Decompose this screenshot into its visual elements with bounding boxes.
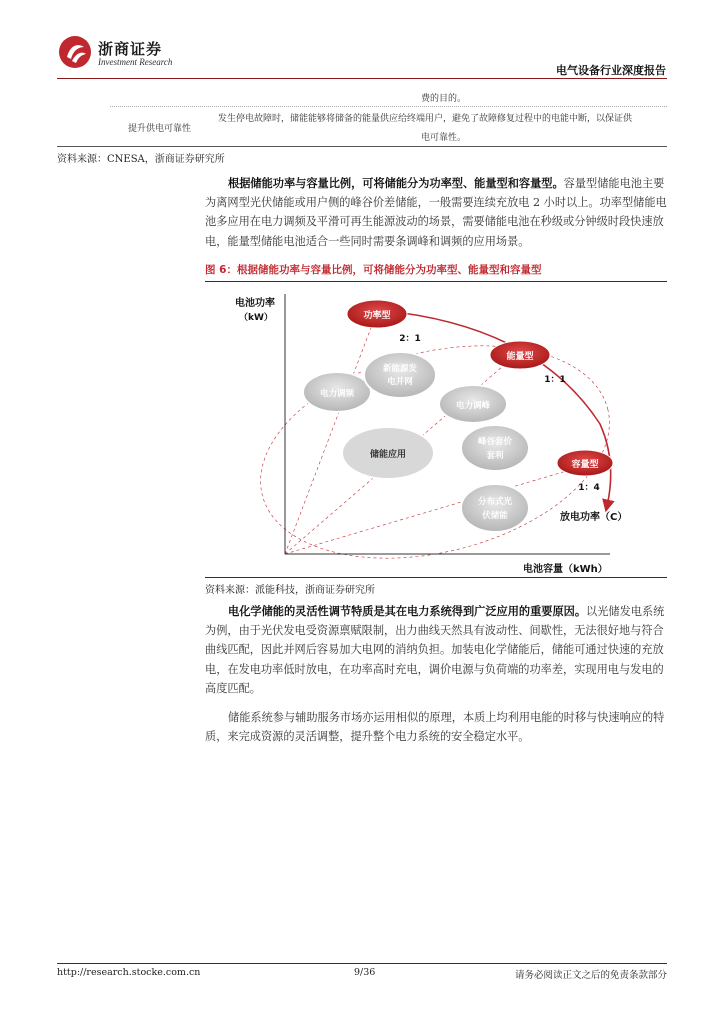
paragraph-3-text: 储能系统参与辅助服务市场亦运用相似的原理，本质上均利用电能的时移与快速响应的特质，来完成资源的灵活调整，提升整个电力系统的安全稳定水平。 <box>205 711 665 744</box>
paragraph-1-text: 容量型储能电池主要为离网型光伏储能或用户侧的峰谷价差储能，一般需要连续充放电 2 小时以上。功率型储能电池多应用在电力调频及平滑可再生能源波动的场景，需要储能电池在秒级或分钟级时段快速放电，能量型储能电池适合一些同时需要条调峰和调频的应用场景。 <box>205 177 667 248</box>
ratio-guide-lines <box>285 312 597 554</box>
table-row-divider <box>110 106 667 107</box>
app-label-renewable-1: 新能源发 <box>382 364 418 374</box>
table-row-text-line1: 发生停电故障时，储能能够将储备的能量供应给终端用户，避免了故障修复过程中的电能中断，以保证供 <box>218 114 633 124</box>
company-name-cn: 浙商证券 <box>98 40 163 58</box>
app-label-arbitrage-1: 峰谷套价 <box>477 437 513 447</box>
paragraph-1-lead: 根据储能功率与容量比例，可将储能分为功率型、能量型和容量型。 <box>228 176 564 190</box>
app-label-freq-reg: 电力调频 <box>319 389 355 399</box>
figure-title: 图 6：根据储能功率与容量比例，可将储能分为功率型、能量型和容量型 <box>205 264 542 276</box>
footer-disclaimer: 请务必阅读正文之后的免责条款部分 <box>514 970 667 981</box>
guide-line-capacity <box>285 462 597 554</box>
application-region-outline <box>238 312 632 576</box>
y-axis-label-line1: 电池功率 <box>235 298 275 309</box>
company-logo-icon <box>58 35 92 69</box>
discharge-label: 放电功率（C） <box>560 512 628 523</box>
paragraph-1 <box>205 174 673 251</box>
paragraph-2-text: 以光储发电系统为例，由于光伏发电受资源禀赋限制，出力曲线天然具有波动性、间歇性，无法很好地与符合曲线匹配，因此并网后容易加大电网的消纳负担。加装电化学储能后，储能可通过快速的充放电，在发电功率低时放电，在功率高时充电，调价电源与负荷端的功率差，实现用电与发电的高度匹配。 <box>205 605 665 695</box>
type-ratio-capacity: 1：4 <box>578 483 600 493</box>
type-label-energy: 能量型 <box>506 352 534 362</box>
table-row-text-line2: 电可靠性。 <box>421 133 467 143</box>
app-label-arbitrage-2: 套利 <box>486 451 504 461</box>
app-label-storage-center: 储能应用 <box>369 450 407 460</box>
app-label-renewable-2: 电并网 <box>387 377 413 387</box>
type-ratio-power: 2：1 <box>399 334 421 344</box>
page-number: 9/36 <box>354 967 376 978</box>
header-rule <box>57 78 667 79</box>
footer-url[interactable]: http://research.stocke.com.cn <box>57 967 201 978</box>
type-label-capacity: 容量型 <box>571 460 599 470</box>
app-label-distributed-pv-2: 伏储能 <box>482 511 508 521</box>
storage-type-diagram <box>205 284 667 576</box>
table-row-label: 提升供电可靠性 <box>128 124 192 134</box>
app-bubble-distributed-pv <box>461 484 529 532</box>
y-axis-label-line2: （kW） <box>239 313 273 323</box>
figure-bottom-rule <box>205 577 667 578</box>
paragraph-2 <box>205 602 673 698</box>
table-bottom-rule <box>57 146 667 147</box>
app-bubble-renewable <box>364 352 436 398</box>
paragraph-3 <box>205 708 673 746</box>
figure-top-rule <box>205 281 667 282</box>
type-label-power: 功率型 <box>363 311 391 321</box>
figure-source: 资料来源：派能科技，浙商证券研究所 <box>205 585 375 596</box>
table-prev-row-end: 费的目的。 <box>421 94 467 104</box>
report-type: 电气设备行业深度报告 <box>556 64 666 77</box>
app-label-distributed-pv-1: 分布式光 <box>477 497 513 507</box>
table-source: 资料来源：CNESA，浙商证券研究所 <box>57 154 225 165</box>
footer-rule <box>57 963 667 964</box>
x-axis-label: 电池容量（kWh） <box>523 564 608 575</box>
app-label-peak-shaving: 电力调峰 <box>455 401 491 411</box>
type-ratio-energy: 1：1 <box>544 375 566 385</box>
app-bubble-arbitrage <box>461 425 529 471</box>
paragraph-2-lead: 电化学储能的灵活性调节特质是其在电力系统得到广泛应用的重要原因。 <box>228 604 587 618</box>
company-name-en: Investment Research <box>98 57 173 67</box>
